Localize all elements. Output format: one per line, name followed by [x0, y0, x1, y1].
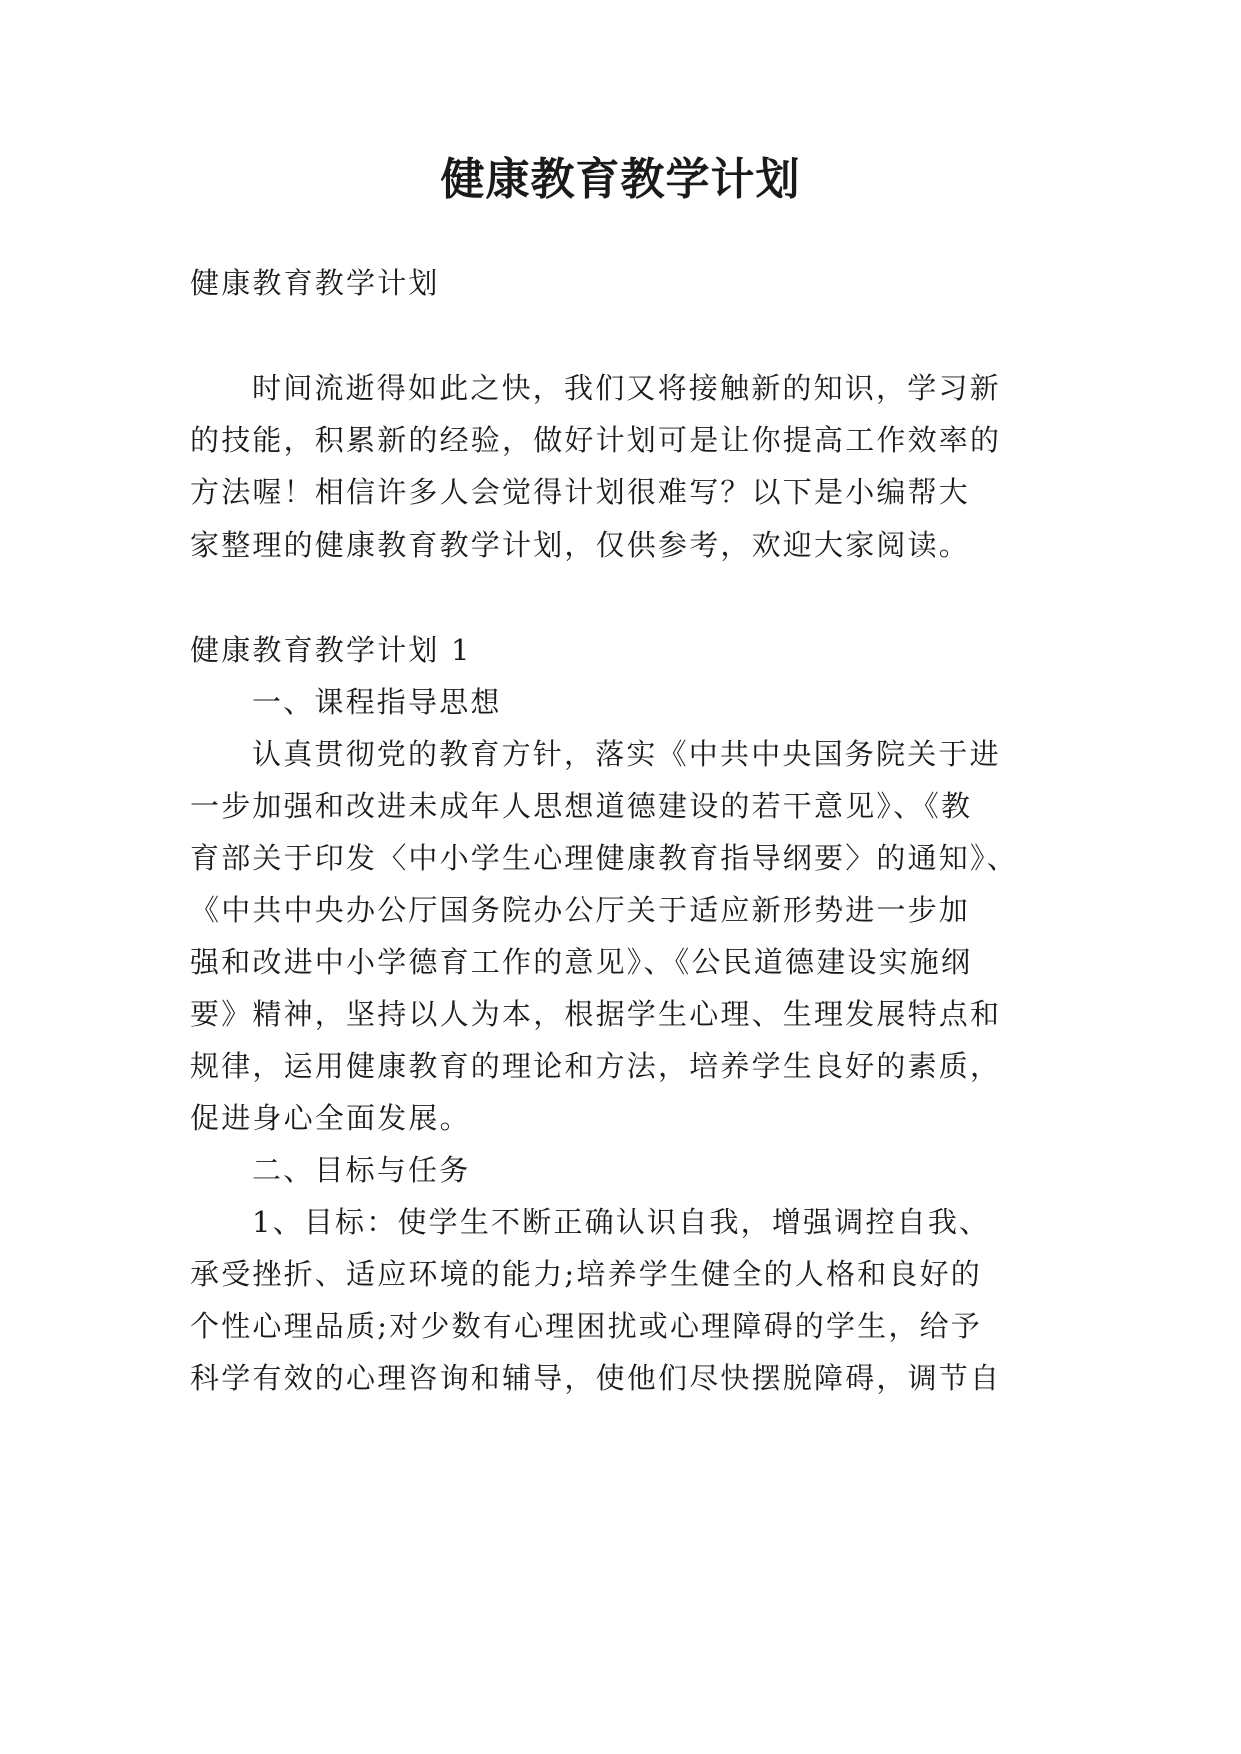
paragraph-line: 1、目标：使学生不断正确认识自我，增强调控自我、 [252, 1205, 991, 1239]
paragraph-line: 强和改进中小学德育工作的意见》、《公民道德建设实施纲 [190, 945, 973, 979]
intro-line: 的技能，积累新的经验，做好计划可是让你提高工作效率的 [190, 423, 1002, 457]
paragraph-line: 一步加强和改进未成年人思想道德建设的若干意见》、《教 [190, 789, 973, 823]
paragraph-line: 《中共中央办公厅国务院办公厅关于适应新形势进一步加 [190, 893, 971, 927]
heading-goals-tasks: 二、目标与任务 [252, 1153, 471, 1187]
paragraph-line: 认真贯彻党的教育方针，落实《中共中央国务院关于进 [252, 737, 1001, 771]
paragraph-line: 个性心理品质;对少数有心理困扰或心理障碍的学生，给予 [190, 1309, 982, 1343]
document-subtitle: 健康教育教学计划 [190, 266, 440, 300]
document-title: 健康教育教学计划 [440, 154, 801, 205]
paragraph-line: 承受挫折、适应环境的能力;培养学生健全的人格和良好的 [190, 1257, 982, 1291]
paragraph-line: 科学有效的心理咨询和辅导，使他们尽快摆脱障碍，调节自 [190, 1361, 1002, 1395]
intro-line: 方法喔！相信许多人会觉得计划很难写？以下是小编帮大 [190, 475, 971, 509]
intro-line: 时间流逝得如此之快，我们又将接触新的知识，学习新 [252, 371, 1001, 405]
section-title: 健康教育教学计划 1 [190, 633, 472, 667]
paragraph-line: 育部关于印发〈中小学生心理健康教育指导纲要〉的通知》、 [190, 841, 1018, 875]
paragraph-line: 规律，运用健康教育的理论和方法，培养学生良好的素质， [190, 1049, 1002, 1083]
heading-guiding-ideology: 一、课程指导思想 [252, 685, 502, 719]
paragraph-line: 促进身心全面发展。 [190, 1101, 471, 1135]
intro-line: 家整理的健康教育教学计划，仅供参考，欢迎大家阅读。 [190, 528, 971, 562]
paragraph-line: 要》精神，坚持以人为本，根据学生心理、生理发展特点和 [190, 997, 1002, 1031]
